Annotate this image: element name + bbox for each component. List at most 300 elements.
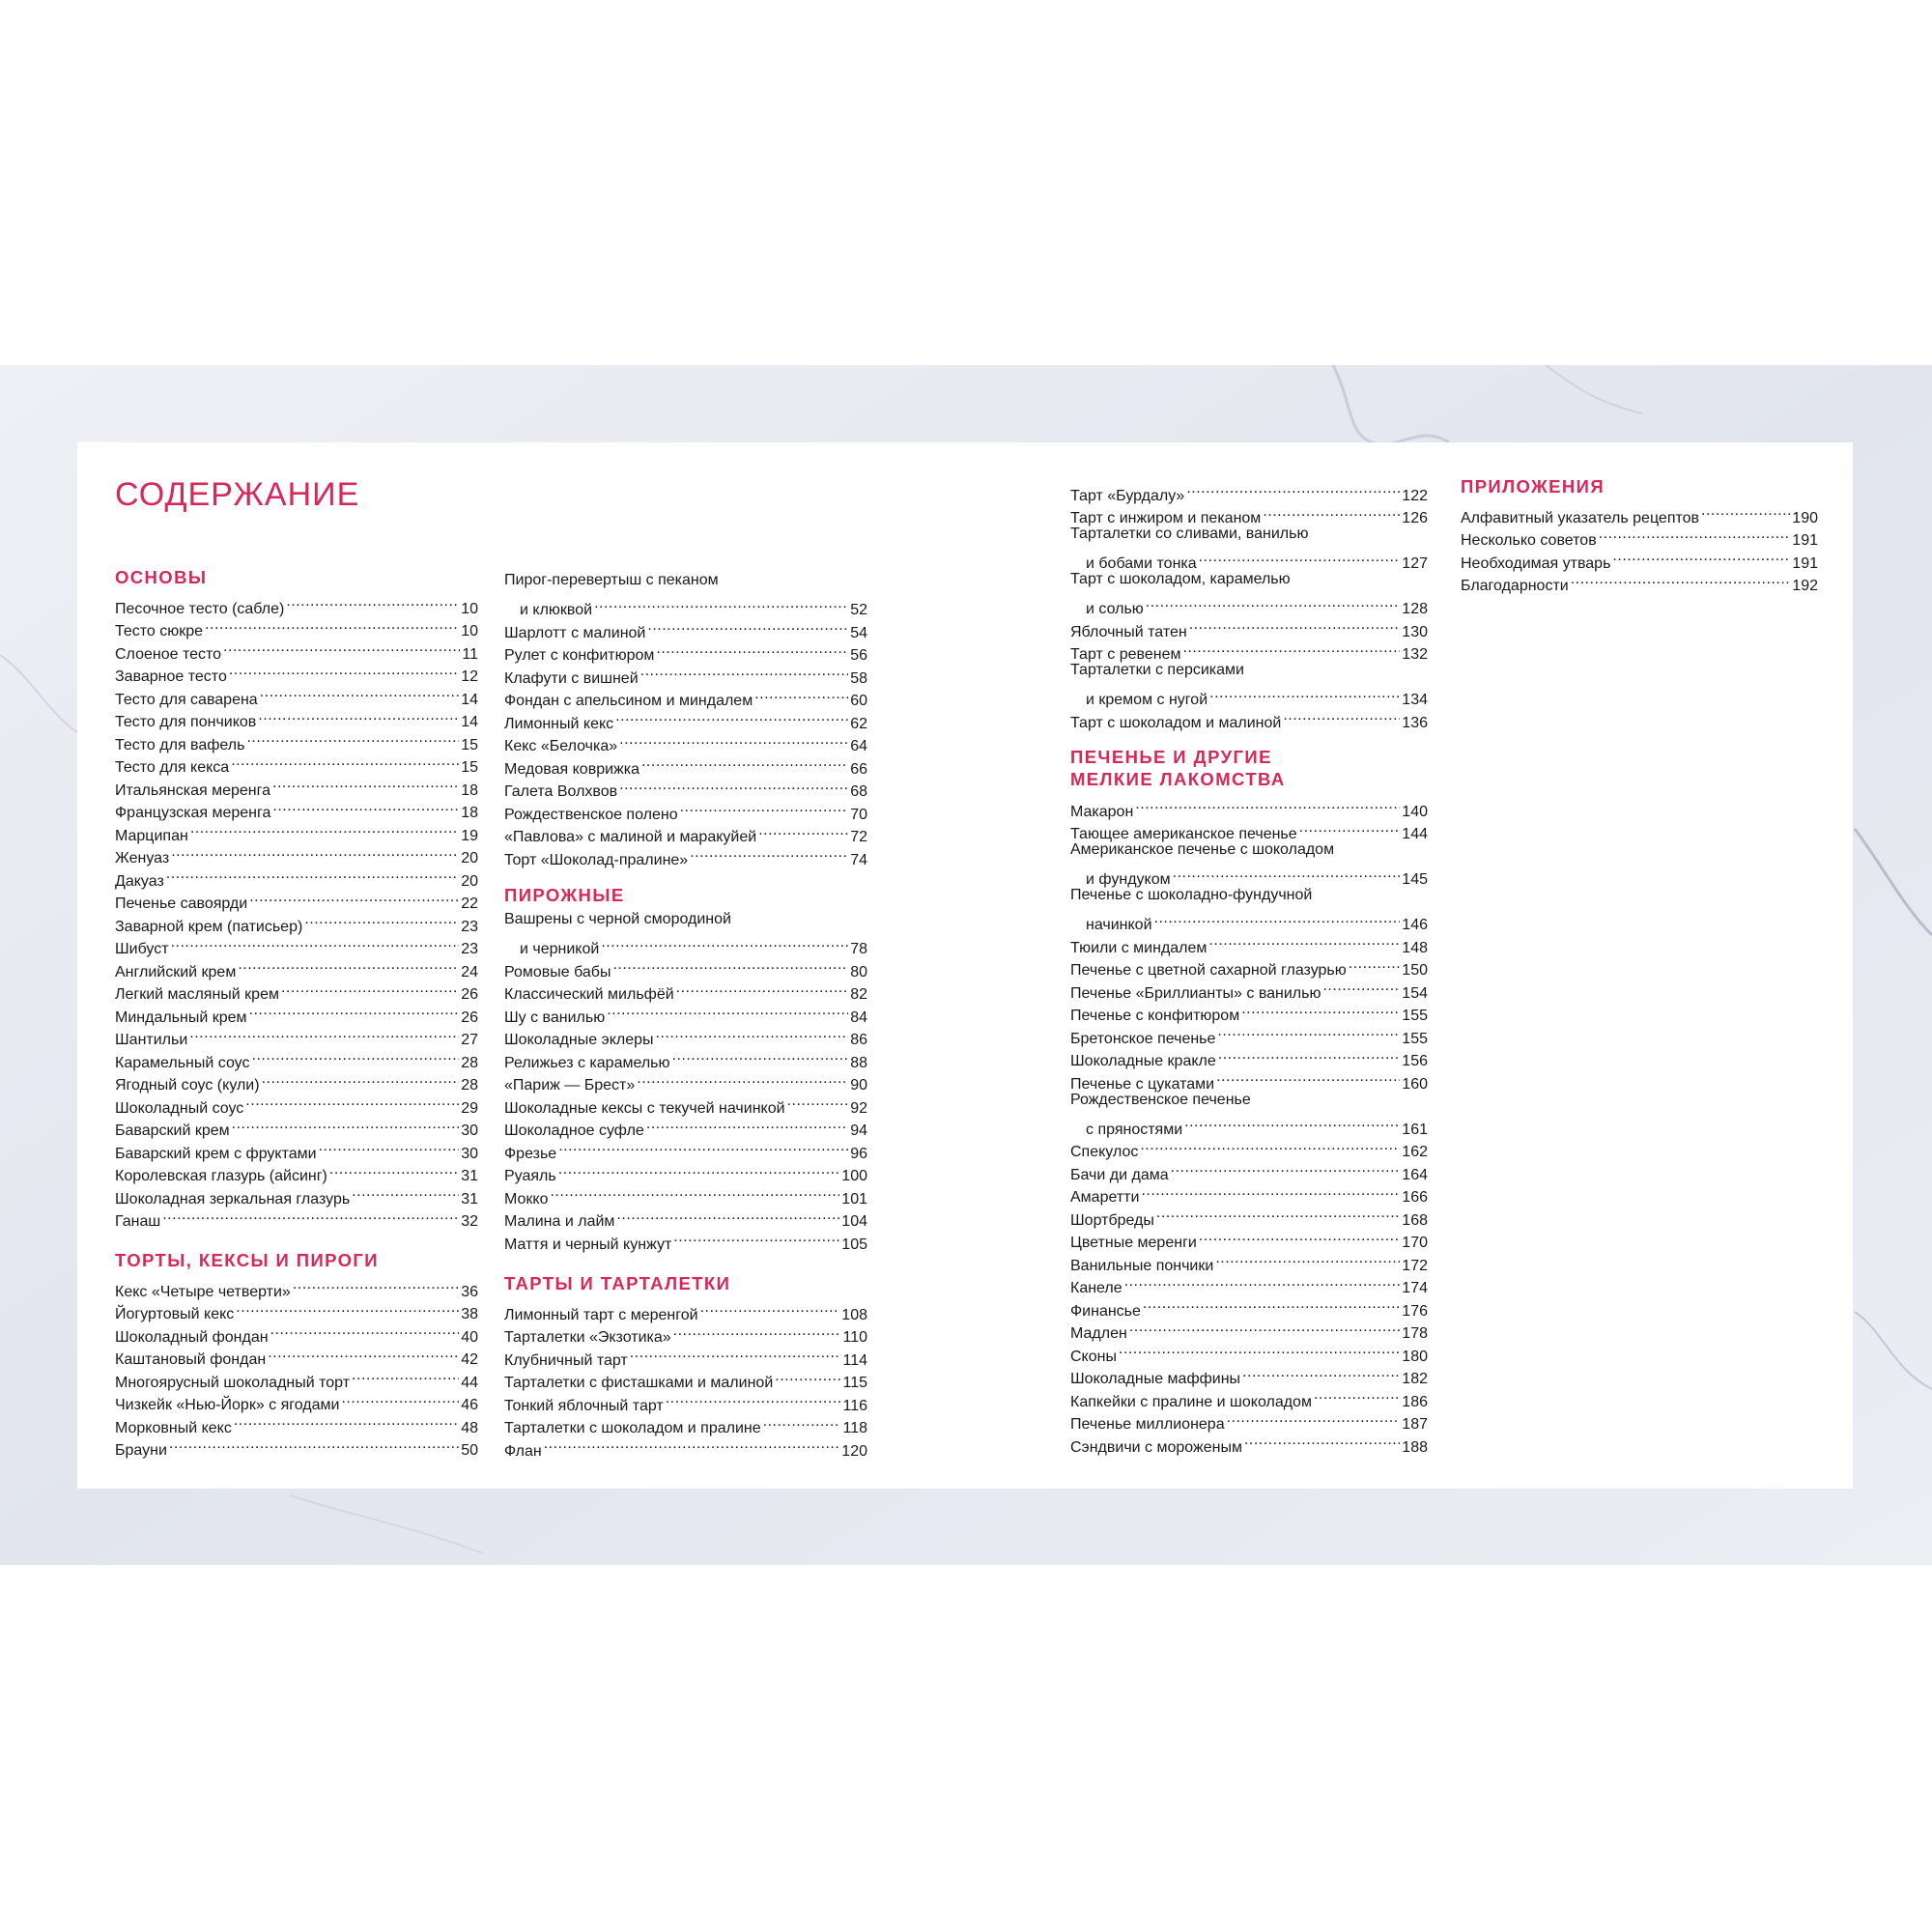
toc-entry[interactable]	[1086, 591, 1428, 617]
toc-entry[interactable]	[115, 1090, 478, 1117]
toc-entry-title: Лимонный кекс	[504, 715, 614, 732]
toc-entry-page: 18	[461, 781, 478, 799]
dot-leader	[1146, 591, 1401, 614]
dot-leader	[690, 841, 848, 865]
toc-entry[interactable]	[115, 681, 478, 708]
dot-leader	[272, 795, 459, 818]
toc-entry-title: Тонкий яблочный тарт	[504, 1397, 664, 1414]
toc-entry[interactable]	[1070, 975, 1428, 1002]
dot-leader	[1186, 477, 1400, 500]
dot-leader	[189, 1022, 459, 1045]
toc-entry[interactable]	[115, 1135, 478, 1162]
toc-entry[interactable]	[1070, 477, 1428, 504]
toc-entry[interactable]	[504, 1180, 867, 1208]
toc-entry-title: Малина и лайм	[504, 1213, 615, 1230]
toc-entry[interactable]	[1070, 1065, 1428, 1093]
toc-entry[interactable]	[504, 683, 867, 709]
toc-entry-page: 36	[461, 1283, 478, 1300]
toc-entry[interactable]	[1070, 1202, 1428, 1229]
toc-entry-title: Каштановый фондан	[115, 1351, 267, 1368]
toc-entry-page: 66	[850, 760, 867, 778]
toc-entry-page: 30	[461, 1145, 478, 1162]
toc-entry[interactable]	[115, 613, 478, 637]
toc-entry[interactable]	[1070, 1270, 1428, 1296]
toc-entry[interactable]	[1070, 1043, 1428, 1069]
toc-entry[interactable]	[520, 592, 867, 618]
toc-entry-first-line: Рождественское печенье	[1070, 1091, 1251, 1108]
toc-entry[interactable]	[1461, 545, 1818, 572]
toc-entry[interactable]	[1070, 998, 1428, 1024]
toc-entry-title: Морковный кекс	[115, 1419, 232, 1436]
toc-entry-page: 155	[1402, 1030, 1428, 1047]
dot-leader	[641, 751, 848, 774]
toc-entry[interactable]	[504, 1044, 867, 1071]
dot-leader	[700, 1296, 840, 1320]
toc-entry-page: 20	[461, 850, 478, 867]
toc-entry[interactable]	[1070, 1316, 1428, 1342]
toc-entry[interactable]	[1086, 907, 1428, 933]
toc-entry[interactable]	[115, 908, 478, 935]
dot-leader	[1283, 704, 1400, 727]
dot-leader	[268, 1342, 459, 1365]
toc-entry[interactable]	[1070, 1338, 1428, 1365]
toc-entry-title: Шоколадная зеркальная глазурь	[115, 1190, 351, 1208]
toc-entry-page: 172	[1402, 1257, 1428, 1274]
toc-entry-page: 105	[841, 1236, 867, 1253]
toc-entry[interactable]	[115, 1044, 478, 1071]
dot-leader	[190, 817, 459, 840]
toc-entry-page: 190	[1792, 509, 1818, 526]
toc-entry-page: 114	[842, 1351, 867, 1369]
toc-entry[interactable]	[115, 1180, 478, 1208]
toc-entry[interactable]	[115, 953, 478, 980]
toc-entry-page: 15	[461, 759, 478, 776]
toc-entry[interactable]	[504, 999, 867, 1026]
dot-leader	[171, 931, 460, 954]
toc-entry[interactable]	[115, 1204, 478, 1230]
toc-entry[interactable]	[115, 1296, 478, 1320]
dot-leader	[1218, 1043, 1401, 1066]
dot-leader	[352, 1364, 459, 1387]
toc-entry[interactable]	[1070, 952, 1428, 979]
toc-entry-title: Тарт с инжиром и пеканом	[1070, 510, 1262, 526]
toc-entry-page: 78	[850, 941, 867, 957]
dot-leader	[270, 1319, 460, 1342]
toc-entry[interactable]	[1070, 1293, 1428, 1320]
toc-entry-page: 12	[461, 668, 478, 685]
toc-entry[interactable]	[1070, 1225, 1428, 1251]
dot-leader	[656, 1022, 849, 1045]
dot-leader	[676, 977, 849, 1000]
toc-entry[interactable]	[115, 1273, 478, 1300]
toc-entry[interactable]	[504, 1342, 867, 1369]
toc-entry-title: Женуаз	[115, 850, 170, 867]
toc-entry-page: 191	[1792, 554, 1818, 572]
toc-entry-title: Фондан с апельсином и миндалем	[504, 693, 753, 709]
toc-entry[interactable]	[115, 1364, 478, 1391]
toc-entry-title: Макарон	[1070, 803, 1134, 820]
dot-leader	[666, 1387, 841, 1410]
toc-entry[interactable]	[1070, 1247, 1428, 1274]
toc-entry-title: Шоколадные эклеры	[504, 1032, 654, 1048]
toc-entry-page: 80	[850, 963, 867, 980]
toc-entry-title: Флан	[504, 1442, 542, 1460]
toc-entry-title: Шоколадные кракле	[1070, 1053, 1216, 1069]
toc-entry-title: Бретонское печенье	[1070, 1030, 1216, 1047]
toc-entry-title: Брауни	[115, 1442, 167, 1459]
toc-entry-page: 72	[850, 829, 867, 845]
toc-entry-title: Многоярусный шоколадный торт	[115, 1374, 351, 1391]
toc-entry-title: Тесто для пончиков	[115, 714, 257, 730]
dot-leader	[1227, 1406, 1401, 1430]
toc-entry-title: Слоеное тесто	[115, 645, 222, 663]
dot-leader	[673, 1320, 841, 1343]
toc-entry-page: 155	[1402, 1008, 1428, 1024]
toc-entry-page: 156	[1402, 1053, 1428, 1069]
toc-entry[interactable]	[115, 1433, 478, 1459]
toc-entry[interactable]	[1070, 1406, 1428, 1433]
toc-entry[interactable]	[115, 1409, 478, 1436]
toc-entry-page: 52	[850, 602, 867, 618]
toc-entry[interactable]	[504, 1067, 867, 1094]
toc-entry[interactable]	[504, 1387, 867, 1414]
toc-entry-page: 48	[461, 1419, 478, 1436]
toc-entry-title: Спекулос	[1070, 1144, 1139, 1160]
toc-entry-title: и кремом с нугой	[1086, 692, 1208, 708]
toc-entry-title: Тесто сюкре	[115, 623, 204, 639]
toc-entry-title: Рулет с конфитюром	[504, 647, 655, 664]
dot-leader	[612, 953, 848, 977]
dot-leader	[558, 1135, 848, 1158]
dot-leader	[1208, 929, 1400, 952]
toc-entry-title: Марципан	[115, 827, 188, 844]
toc-entry-page: 94	[850, 1122, 867, 1139]
toc-entry[interactable]	[115, 1022, 478, 1048]
toc-entry-page: 29	[461, 1099, 478, 1117]
toc-entry-title: Чизкейк «Нью-Йорк» с ягодами	[115, 1397, 340, 1413]
toc-entry-title: с пряностями	[1086, 1121, 1183, 1138]
toc-entry[interactable]	[1086, 546, 1428, 572]
dot-leader	[787, 1090, 849, 1113]
toc-entry[interactable]	[115, 817, 478, 844]
dot-leader	[171, 840, 459, 864]
dot-leader	[1244, 1429, 1400, 1452]
toc-entry-title: Шортбреды	[1070, 1211, 1154, 1229]
toc-entry-title: Несколько советов	[1461, 532, 1597, 549]
toc-entry-page: 54	[850, 624, 867, 641]
toc-entry[interactable]	[1070, 1361, 1428, 1387]
toc-entry[interactable]	[504, 705, 867, 732]
toc-entry-page: 161	[1402, 1121, 1428, 1138]
dot-leader	[262, 1067, 460, 1091]
toc-entry[interactable]	[504, 1365, 867, 1391]
section-title-pechenye-line1: ПЕЧЕНЬЕ И ДРУГИЕ	[1070, 747, 1272, 767]
toc-entry-title: Шоколадный фондан	[115, 1328, 269, 1346]
toc-entry-title: Мокко	[504, 1190, 549, 1208]
toc-entry-title: Лимонный тарт с меренгой	[504, 1306, 698, 1323]
toc-entry-title: Тесто для саварена	[115, 691, 258, 708]
toc-entry[interactable]	[504, 1204, 867, 1230]
toc-entry-title: Карамельный соус	[115, 1054, 250, 1071]
toc-entry[interactable]	[115, 704, 478, 730]
dot-leader	[341, 1387, 459, 1410]
toc-entry-title: Яблочный татен	[1070, 623, 1187, 640]
toc-entry[interactable]	[1070, 637, 1428, 663]
toc-entry[interactable]	[1070, 500, 1428, 524]
toc-entry-title: Канеле	[1070, 1280, 1122, 1296]
toc-entry-title: и фундуком	[1086, 871, 1171, 888]
dot-leader	[656, 638, 848, 661]
toc-entry[interactable]	[504, 953, 867, 980]
toc-entry-page: 187	[1402, 1416, 1428, 1433]
toc-entry-page: 186	[1402, 1393, 1428, 1410]
toc-entry-page: 100	[841, 1168, 867, 1184]
section-title-tarty: ТАРТЫ И ТАРТАЛЕТКИ	[504, 1273, 731, 1293]
toc-entry[interactable]	[1070, 816, 1428, 842]
toc-entry-title: Шарлотт с малиной	[504, 624, 646, 641]
dot-leader	[1209, 682, 1400, 705]
toc-entry-title: Руаяль	[504, 1168, 556, 1184]
dot-leader	[258, 704, 459, 727]
dot-leader	[1182, 637, 1400, 660]
toc-entry[interactable]	[504, 774, 867, 800]
toc-entry[interactable]	[504, 1226, 867, 1253]
toc-entry[interactable]	[1070, 793, 1428, 820]
toc-entry[interactable]	[115, 863, 478, 890]
dot-leader	[238, 953, 459, 977]
toc-entry[interactable]	[1086, 862, 1428, 888]
toc-entry-title: Шибуст	[115, 941, 169, 957]
toc-entry[interactable]	[115, 795, 478, 821]
toc-entry-page: 126	[1402, 510, 1428, 526]
toc-entry[interactable]	[1070, 1179, 1428, 1206]
toc-entry-page: 188	[1402, 1438, 1428, 1456]
toc-entry-page: 28	[461, 1077, 478, 1094]
toc-entry[interactable]	[1070, 929, 1428, 956]
dot-leader	[1215, 1247, 1400, 1270]
toc-entry-title: Шоколадные кексы с текучей начинкой	[504, 1099, 785, 1117]
toc-entry[interactable]	[115, 1342, 478, 1368]
dot-leader	[352, 1180, 459, 1204]
toc-entry-page: 26	[461, 1009, 478, 1026]
toc-entry-title: Торт «Шоколад-пралине»	[504, 851, 689, 868]
toc-entry-title: Тарталетки «Экзотика»	[504, 1329, 671, 1346]
toc-entry-page: 44	[461, 1374, 478, 1391]
dot-leader	[775, 1365, 840, 1388]
toc-entry-page: 32	[461, 1213, 478, 1230]
toc-entry[interactable]	[1070, 704, 1428, 731]
toc-entry-title: «Париж — Брест»	[504, 1077, 636, 1094]
toc-entry-page: 46	[461, 1397, 478, 1413]
toc-entry-title: Тарт с ревенем	[1070, 646, 1181, 663]
toc-entry-page: 22	[461, 895, 478, 912]
toc-entry[interactable]	[504, 977, 867, 1003]
section-title-pirozhnye: ПИРОЖНЫЕ	[504, 885, 625, 905]
dot-leader	[260, 681, 460, 704]
dot-leader	[286, 590, 459, 613]
toc-entry-title: Баварский крем с фруктами	[115, 1145, 317, 1162]
toc-entry[interactable]	[115, 977, 478, 1003]
dot-leader	[304, 908, 459, 931]
dot-leader	[637, 1067, 848, 1091]
toc-entry[interactable]	[1461, 568, 1818, 594]
toc-entry-title: Тарт с шоколадом и малиной	[1070, 714, 1282, 731]
toc-entry[interactable]	[115, 1067, 478, 1094]
toc-entry-page: 23	[461, 941, 478, 957]
toc-entry[interactable]	[504, 1090, 867, 1117]
toc-entry[interactable]	[115, 931, 478, 957]
dot-leader	[1263, 500, 1400, 524]
toc-entry-title: Легкий масляный крем	[115, 986, 279, 1003]
dot-leader	[1217, 1020, 1400, 1043]
page-title: СОДЕРЖАНИЕ	[115, 476, 360, 513]
toc-entry[interactable]	[504, 841, 867, 868]
toc-entry-page: 110	[842, 1329, 867, 1346]
toc-entry-page: 118	[842, 1420, 867, 1436]
toc-entry-title: Медовая коврижка	[504, 760, 639, 778]
dot-leader	[293, 1273, 459, 1296]
dot-leader	[1140, 1134, 1400, 1157]
toc-entry[interactable]	[115, 726, 478, 753]
toc-entry[interactable]	[504, 751, 867, 778]
toc-entry-title: Рождественское полено	[504, 806, 678, 823]
dot-leader	[646, 1113, 848, 1136]
toc-entry[interactable]	[504, 638, 867, 664]
toc-entry-page: 30	[461, 1122, 478, 1139]
dot-leader	[680, 796, 849, 819]
toc-entry-title: Кекс «Четыре четверти»	[115, 1283, 291, 1300]
dot-leader	[619, 728, 848, 752]
toc-entry[interactable]	[504, 660, 867, 687]
toc-entry-page: 58	[850, 669, 867, 687]
toc-entry[interactable]	[504, 1113, 867, 1139]
toc-entry[interactable]	[504, 1135, 867, 1162]
dot-leader	[672, 1044, 849, 1067]
toc-entry[interactable]	[115, 636, 478, 663]
toc-entry-first-line: Американское печенье с шоколадом	[1070, 841, 1335, 858]
toc-entry-page: 70	[850, 806, 867, 823]
toc-entry-title: Тюили с миндалем	[1070, 939, 1208, 956]
toc-entry-page: 146	[1402, 917, 1428, 933]
toc-entry[interactable]	[1070, 1429, 1428, 1456]
toc-entry[interactable]	[1086, 682, 1428, 708]
toc-entry[interactable]	[115, 1113, 478, 1139]
toc-entry-page: 42	[461, 1351, 478, 1368]
toc-entry[interactable]	[1461, 499, 1818, 526]
toc-entry[interactable]	[115, 840, 478, 867]
toc-entry[interactable]	[504, 1022, 867, 1048]
toc-entry[interactable]	[1070, 1020, 1428, 1047]
dot-leader	[1349, 952, 1401, 976]
toc-entry-title: Сэндвичи с мороженым	[1070, 1438, 1242, 1456]
toc-entry-title: Сконы	[1070, 1348, 1117, 1365]
dot-leader	[616, 1204, 839, 1227]
toc-entry-title: Тесто для вафель	[115, 736, 245, 753]
toc-entry[interactable]	[504, 614, 867, 641]
toc-entry[interactable]	[504, 1158, 867, 1184]
toc-entry-title: Ганаш	[115, 1213, 161, 1230]
dot-leader	[1299, 816, 1401, 839]
toc-entry-first-line: Пирог-перевертыш с пеканом	[504, 572, 719, 588]
toc-entry-first-line: Тарталетки с персиками	[1070, 662, 1244, 678]
toc-entry[interactable]	[1070, 613, 1428, 640]
toc-entry-page: 31	[461, 1168, 478, 1184]
toc-entry[interactable]	[1070, 1383, 1428, 1410]
toc-entry[interactable]	[504, 1410, 867, 1434]
toc-entry-title: Заварное тесто	[115, 668, 227, 685]
toc-entry[interactable]	[504, 1320, 867, 1346]
toc-entry[interactable]	[115, 659, 478, 685]
toc-entry[interactable]	[115, 1387, 478, 1413]
toc-entry-page: 122	[1402, 487, 1428, 504]
toc-entry-page: 68	[850, 783, 867, 800]
toc-entry[interactable]	[115, 750, 478, 776]
toc-entry[interactable]	[1461, 523, 1818, 549]
dot-leader	[272, 772, 459, 795]
toc-entry-title: Тающее американское печенье	[1070, 826, 1297, 842]
toc-entry[interactable]	[115, 590, 478, 617]
dot-leader	[229, 659, 459, 682]
toc-entry-page: 166	[1402, 1189, 1428, 1206]
toc-entry-title: Классический мильфёй	[504, 986, 674, 1003]
dot-leader	[232, 1113, 460, 1136]
toc-entry-title: и черникой	[520, 941, 600, 957]
dot-leader	[1199, 1225, 1400, 1248]
toc-entry-title: Миндальный крем	[115, 1009, 247, 1026]
toc-entry-page: 116	[842, 1397, 867, 1414]
toc-entry-page: 101	[841, 1190, 867, 1208]
toc-entry[interactable]	[115, 1158, 478, 1184]
toc-entry-title: Галета Волхвов	[504, 783, 618, 800]
toc-entry[interactable]	[115, 999, 478, 1026]
dot-leader	[236, 1296, 459, 1320]
toc-entry[interactable]	[115, 772, 478, 799]
toc-entry-page: 162	[1402, 1144, 1428, 1160]
toc-entry[interactable]	[504, 728, 867, 752]
dot-leader	[234, 1409, 459, 1433]
toc-entry[interactable]	[1086, 1111, 1428, 1138]
toc-entry-title: Печенье миллионера	[1070, 1416, 1225, 1433]
toc-entry[interactable]	[520, 931, 867, 957]
toc-entry[interactable]	[1070, 1156, 1428, 1183]
dot-leader	[1154, 907, 1401, 930]
dot-leader	[1173, 862, 1401, 885]
toc-entry[interactable]	[504, 1433, 867, 1460]
toc-entry-title: Дакуаз	[115, 872, 164, 890]
toc-entry[interactable]	[504, 819, 867, 845]
toc-entry[interactable]	[115, 1319, 478, 1346]
toc-entry-page: 10	[461, 600, 478, 617]
dot-leader	[1314, 1383, 1400, 1406]
toc-entry[interactable]	[504, 796, 867, 823]
toc-entry-page: 108	[841, 1306, 867, 1323]
toc-entry[interactable]	[115, 886, 478, 912]
toc-entry-title: Капкейки с пралине и шоколадом	[1070, 1393, 1312, 1410]
toc-entry-page: 11	[462, 645, 478, 663]
toc-entry-title: Ягодный соус (кули)	[115, 1077, 260, 1094]
toc-entry-title: Йогуртовый кекс	[115, 1306, 235, 1322]
toc-entry-page: 28	[461, 1054, 478, 1071]
toc-entry[interactable]	[504, 1296, 867, 1323]
toc-entry-page: 164	[1402, 1166, 1428, 1183]
toc-entry-page: 27	[461, 1032, 478, 1048]
toc-entry-title: Итальянская меренга	[115, 781, 270, 799]
section-title-osnovy: ОСНОВЫ	[115, 567, 208, 587]
dot-leader	[1189, 613, 1401, 637]
toc-entry-title: Фрезье	[504, 1145, 557, 1162]
toc-entry-page: 24	[461, 963, 478, 980]
toc-entry[interactable]	[1070, 1134, 1428, 1160]
